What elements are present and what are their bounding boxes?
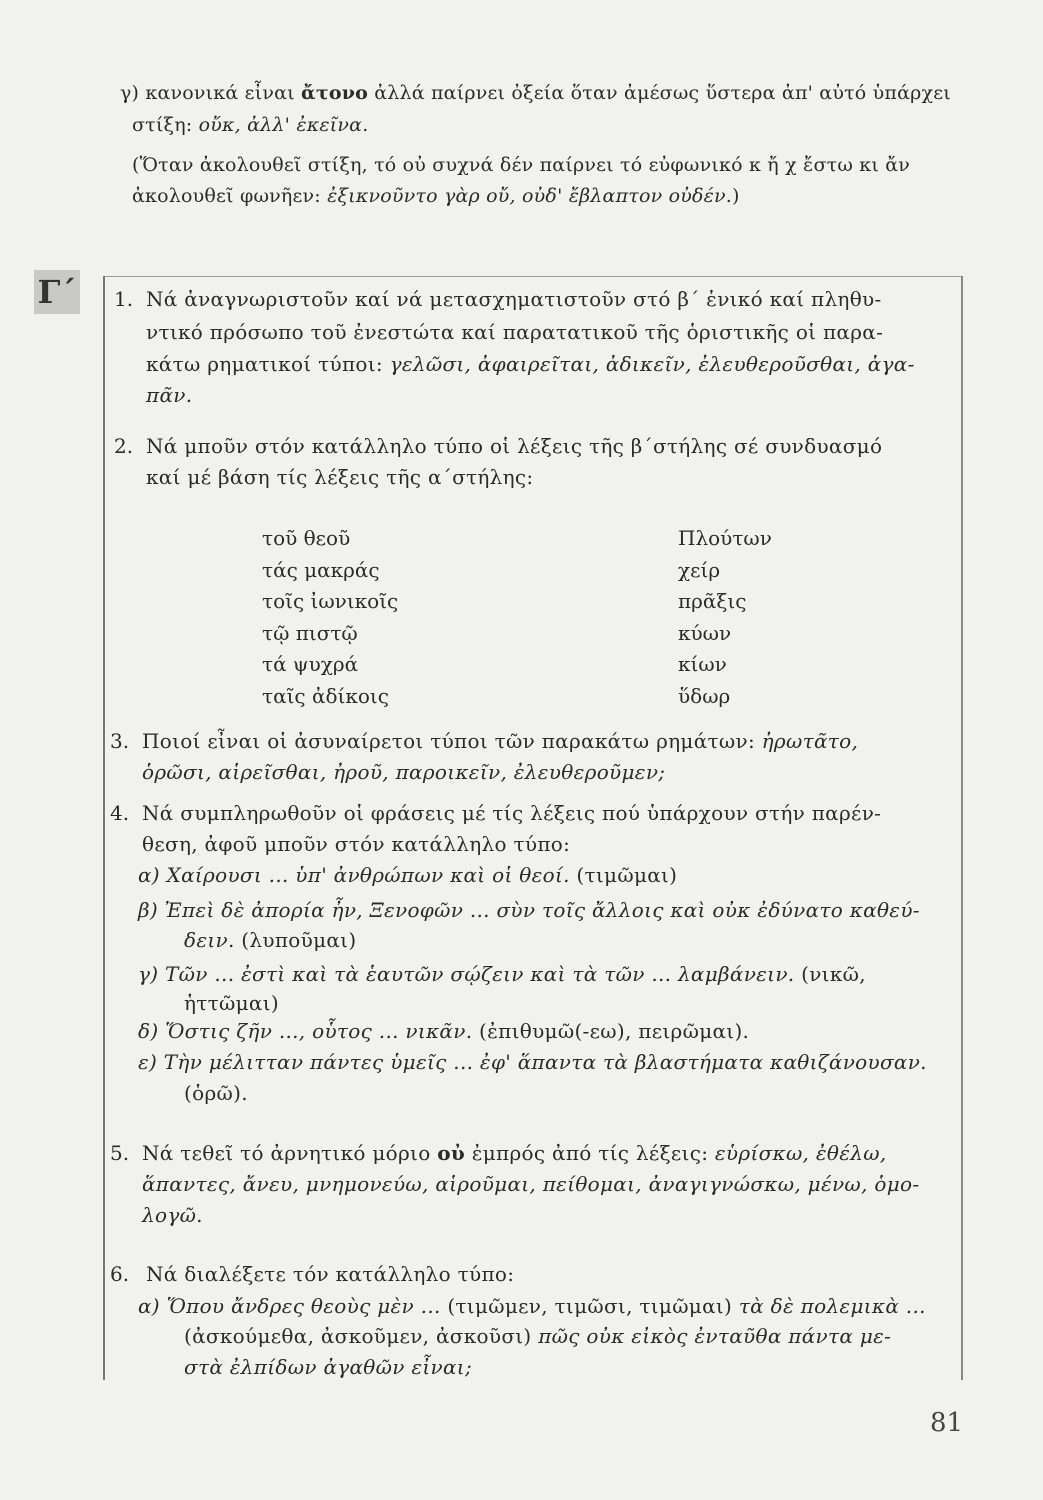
- exercise-2-number: 2.: [114, 434, 134, 458]
- exercise-2-column-a: [262, 523, 398, 712]
- exercise-5-line-1: Νά τεθεῖ τό ἀρνητικό μόριο οὐ ἐμπρός ἀπό τίς λέξεις: εὑρίσκω, ἐθέλω,: [142, 1141, 887, 1165]
- exercise-4-item-e: ε) Τὴν μέλιτταν πάντες ὑμεῖς ... ἐφ' ἅπαντα τὰ βλαστήματα καθιζάνουσαν.: [138, 1050, 927, 1074]
- column-b-item: ὕδωρ: [678, 683, 731, 708]
- exercise-4-item-b-cont: δειν. (λυποῦμαι): [184, 928, 357, 952]
- column-b-item: κύων: [678, 620, 732, 645]
- column-b-item: πρᾶξις: [678, 589, 747, 613]
- column-a-item: τά ψυχρά: [262, 652, 359, 676]
- exercise-4-number: 4.: [110, 801, 130, 825]
- exercise-right-rule: [961, 276, 963, 1380]
- exercise-5-number: 5.: [110, 1141, 130, 1165]
- column-b-item: κίων: [678, 652, 727, 676]
- page-number: 81: [930, 1408, 964, 1438]
- column-b-item: χείρ: [678, 557, 721, 582]
- exercise-1-line-4: πᾶν.: [146, 383, 193, 407]
- exercise-6-item-a-cont-1: (ἀσκούμεθα, ἀσκοῦμεν, ἀσκοῦσι) πῶς οὐκ εἰκὸς ἐνταῦθα πάντα με-: [184, 1324, 892, 1348]
- exercise-4-item-c: γ) Τῶν ... ἐστὶ καὶ τὰ ἑαυτῶν σῴζειν καὶ τὰ τῶν ... λαμβάνειν. (νικῶ,: [138, 962, 866, 986]
- exercise-6-number: 6.: [110, 1262, 130, 1286]
- exercise-6-item-a: α) Ὅπου ἄνδρες θεοὺς μὲν ... (τιμῶμεν, τιμῶσι, τιμῶμαι) τὰ δὲ πολεμικὰ ...: [138, 1294, 926, 1318]
- exercise-4-item-b: β) Ἐπεὶ δὲ ἀπορία ἦν, Ξενοφῶν ... σὺν τοῖς ἄλλοις καὶ οὐκ ἐδύνατο καθεύ-: [138, 898, 920, 922]
- exercise-4-item-d: δ) Ὅστις ζῆν ..., οὗτος ... νικᾶν. (ἐπιθυμῶ(-εω), πειρῶμαι).: [138, 1019, 750, 1043]
- section-marker: Γ΄: [34, 270, 80, 314]
- exercise-1-line-1: Νά ἀναγνωριστοῦν καί νά μετασχηματιστοῦν στό β΄ ἑνικό καί πληθυ-: [146, 287, 882, 311]
- exercise-5-line-2: ἅπαντες, ἄνευ, μνημονεύω, αἱροῦμαι, πείθομαι, ἀναγιγνώσκω, μένω, ὁμο-: [142, 1172, 920, 1196]
- exercise-1-number: 1.: [114, 287, 134, 311]
- column-a-item: τῷ πιστῷ: [262, 620, 358, 645]
- exercise-6-line-1: Νά διαλέξετε τόν κατάλληλο τύπο:: [146, 1262, 515, 1286]
- column-a-item: τοῦ θεοῦ: [262, 526, 351, 550]
- intro-line-1: γ) κανονικά εἶναι ἄτονο ἀλλά παίρνει ὀξεία ὅταν ἀμέσως ὕστερα ἀπ' αὐτό ὑπάρχει: [120, 82, 951, 104]
- exercise-5-line-3: λογῶ.: [142, 1203, 203, 1227]
- exercise-1-line-2: ντικό πρόσωπο τοῦ ἐνεστώτα καί παρατατικοῦ τῆς ὁριστικῆς οἱ παρα-: [146, 320, 884, 344]
- exercise-4-line-2: θεση, ἀφοῦ μποῦν στόν κατάλληλο τύπο:: [142, 832, 571, 856]
- exercise-2-line-2: καί μέ βάση τίς λέξεις τῆς α΄στήλης:: [146, 465, 534, 489]
- exercise-3-line-1: Ποιοί εἶναι οἱ ἀσυναίρετοι τύποι τῶν παρακάτω ρημάτων: ἠρωτᾶτο,: [142, 729, 859, 753]
- exercise-top-rule: [103, 276, 963, 277]
- exercise-3-number: 3.: [110, 729, 130, 753]
- exercise-4-item-e-cont: (ὁρῶ).: [184, 1081, 248, 1105]
- intro-note-1: (Ὅταν ἀκολουθεῖ στίξη, τό οὐ συχνά δέν παίρνει τό εὐφωνικό κ ἤ χ ἔστω κι ἄν: [132, 154, 911, 176]
- column-b-item: Πλούτων: [678, 526, 772, 550]
- column-a-item: τοῖς ἰωνικοῖς: [262, 589, 399, 613]
- column-a-item: τάς μακράς: [262, 557, 380, 582]
- exercise-1-line-3: κάτω ρηματικοί τύποι: γελῶσι, ἀφαιρεῖται, ἀδικεῖν, ἐλευθεροῦσθαι, ἀγα-: [146, 352, 915, 376]
- exercise-left-rule: [103, 276, 105, 1380]
- intro-line-2: στίξη: οὔκ, ἀλλ' ἐκεῖνα.: [132, 114, 369, 136]
- intro-note-2: ἀκολουθεῖ φωνῆεν: ἐξικνοῦντο γὰρ οὔ, οὐδ' ἔβλαπτον οὐδέν.): [132, 185, 740, 207]
- exercise-4-item-a: α) Χαίρουσι ... ὑπ' ἀνθρώπων καὶ οἱ θεοί. (τιμῶμαι): [138, 863, 678, 887]
- exercise-4-line-1: Νά συμπληρωθοῦν οἱ φράσεις μέ τίς λέξεις πού ὑπάρχουν στήν παρέν-: [142, 801, 882, 825]
- exercise-2-line-1: Νά μποῦν στόν κατάλληλο τύπο οἱ λέξεις τῆς β΄στήλης σέ συνδυασμό: [146, 434, 883, 458]
- exercise-4-item-c-cont: ἡττῶμαι): [184, 991, 279, 1015]
- column-a-item: ταῖς ἀδίκοις: [262, 683, 389, 708]
- exercise-3-line-2: ὁρῶσι, αἱρεῖσθαι, ἠροῦ, παροικεῖν, ἐλευθεροῦμεν;: [142, 760, 666, 784]
- exercise-2-column-b: [678, 523, 772, 712]
- exercise-6-item-a-cont-2: στὰ ἐλπίδων ἀγαθῶν εἶναι;: [184, 1355, 472, 1379]
